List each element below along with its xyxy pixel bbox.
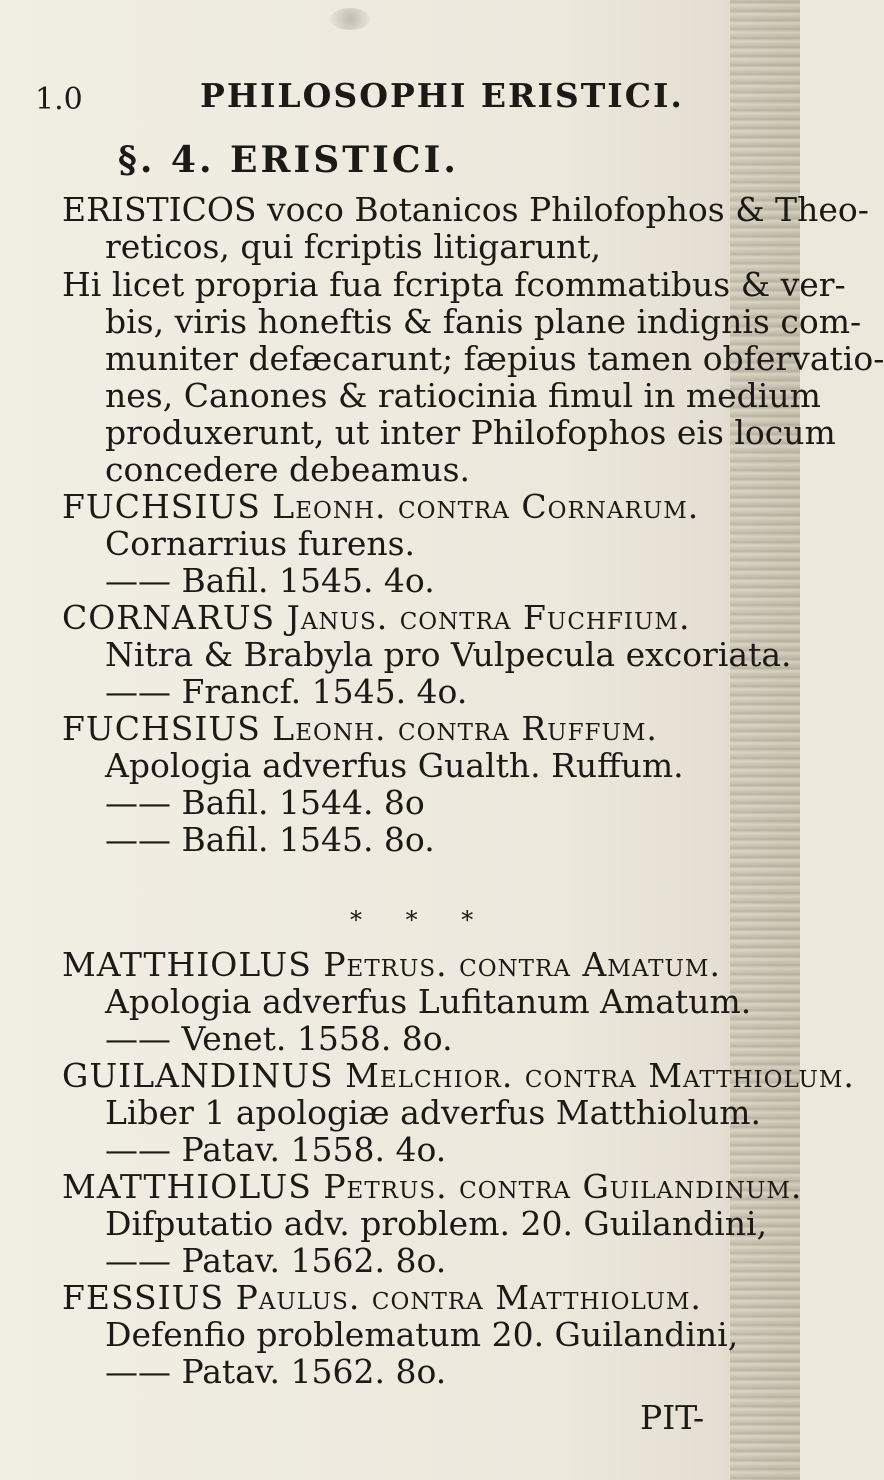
section-heading: §. 4. ERISTICI. xyxy=(118,139,459,181)
text-line: nes, Canones & ratiocinia fimul in medium xyxy=(105,376,821,415)
entry-author: FUCHSIUS Leonh. contra Ruffum. xyxy=(62,709,658,748)
text-line: ERISTICOS voco Botanicos Philofophos & Theo- xyxy=(62,190,869,229)
entry-title: Liber 1 apologiæ adverfus Matthiolum. xyxy=(105,1093,762,1132)
entry-imprint: —— Francf. 1545. 4o. xyxy=(105,672,468,711)
running-head: PHILOSOPHI ERISTICI. xyxy=(200,76,684,115)
entry-author: GUILANDINUS Melchior. contra Matthiolum. xyxy=(62,1056,855,1095)
entry-author: MATTHIOLUS Petrus. contra Amatum. xyxy=(62,945,721,984)
entry-imprint: —— Venet. 1558. 8o. xyxy=(105,1019,453,1058)
catchword: PIT- xyxy=(640,1398,705,1437)
entry-imprint: —— Patav. 1562. 8o. xyxy=(105,1241,447,1280)
entry-title: Defenfio problematum 20. Guilandini, xyxy=(105,1315,739,1354)
entry-author: FUCHSIUS Leonh. contra Cornarum. xyxy=(62,487,700,526)
page-number: 1.0 xyxy=(35,82,83,117)
entry-title: Nitra & Brabyla pro Vulpecula excoriata. xyxy=(105,635,792,674)
entry-imprint: —— Bafil. 1545. 4o. xyxy=(105,561,435,600)
entry-author: FESSIUS Paulus. contra Matthiolum. xyxy=(62,1278,702,1317)
text-line: produxerunt, ut inter Philofophos eis locum xyxy=(105,413,836,452)
section-stars: * * * xyxy=(350,906,492,934)
entry-title: Cornarrius furens. xyxy=(105,524,416,563)
text-line: reticos, qui fcriptis litigarunt, xyxy=(105,227,601,266)
entry-title: Difputatio adv. problem. 20. Guilandini, xyxy=(105,1204,768,1243)
entry-author: CORNARUS Janus. contra Fuchfium. xyxy=(62,598,691,637)
text-line: muniter defæcarunt; fæpius tamen obfervatio- xyxy=(105,339,884,378)
entry-imprint: —— Bafil. 1545. 8o. xyxy=(105,820,435,859)
entry-imprint: —— Patav. 1558. 4o. xyxy=(105,1130,447,1169)
entry-title: Apologia adverfus Gualth. Ruffum. xyxy=(105,746,684,785)
text-line: bis, viris honeftis & fanis plane indignis com- xyxy=(105,302,862,341)
ink-smudge xyxy=(330,8,370,30)
text-line: concedere debeamus. xyxy=(105,450,471,489)
entry-author: MATTHIOLUS Petrus. contra Guilandinum. xyxy=(62,1167,803,1206)
entry-title: Apologia adverfus Lufitanum Amatum. xyxy=(105,982,752,1021)
text-line: Hi licet propria fua fcripta fcommatibus & ver- xyxy=(62,265,846,304)
entry-imprint: —— Bafil. 1544. 8o xyxy=(105,783,425,822)
entry-imprint: —— Patav. 1562. 8o. xyxy=(105,1352,447,1391)
